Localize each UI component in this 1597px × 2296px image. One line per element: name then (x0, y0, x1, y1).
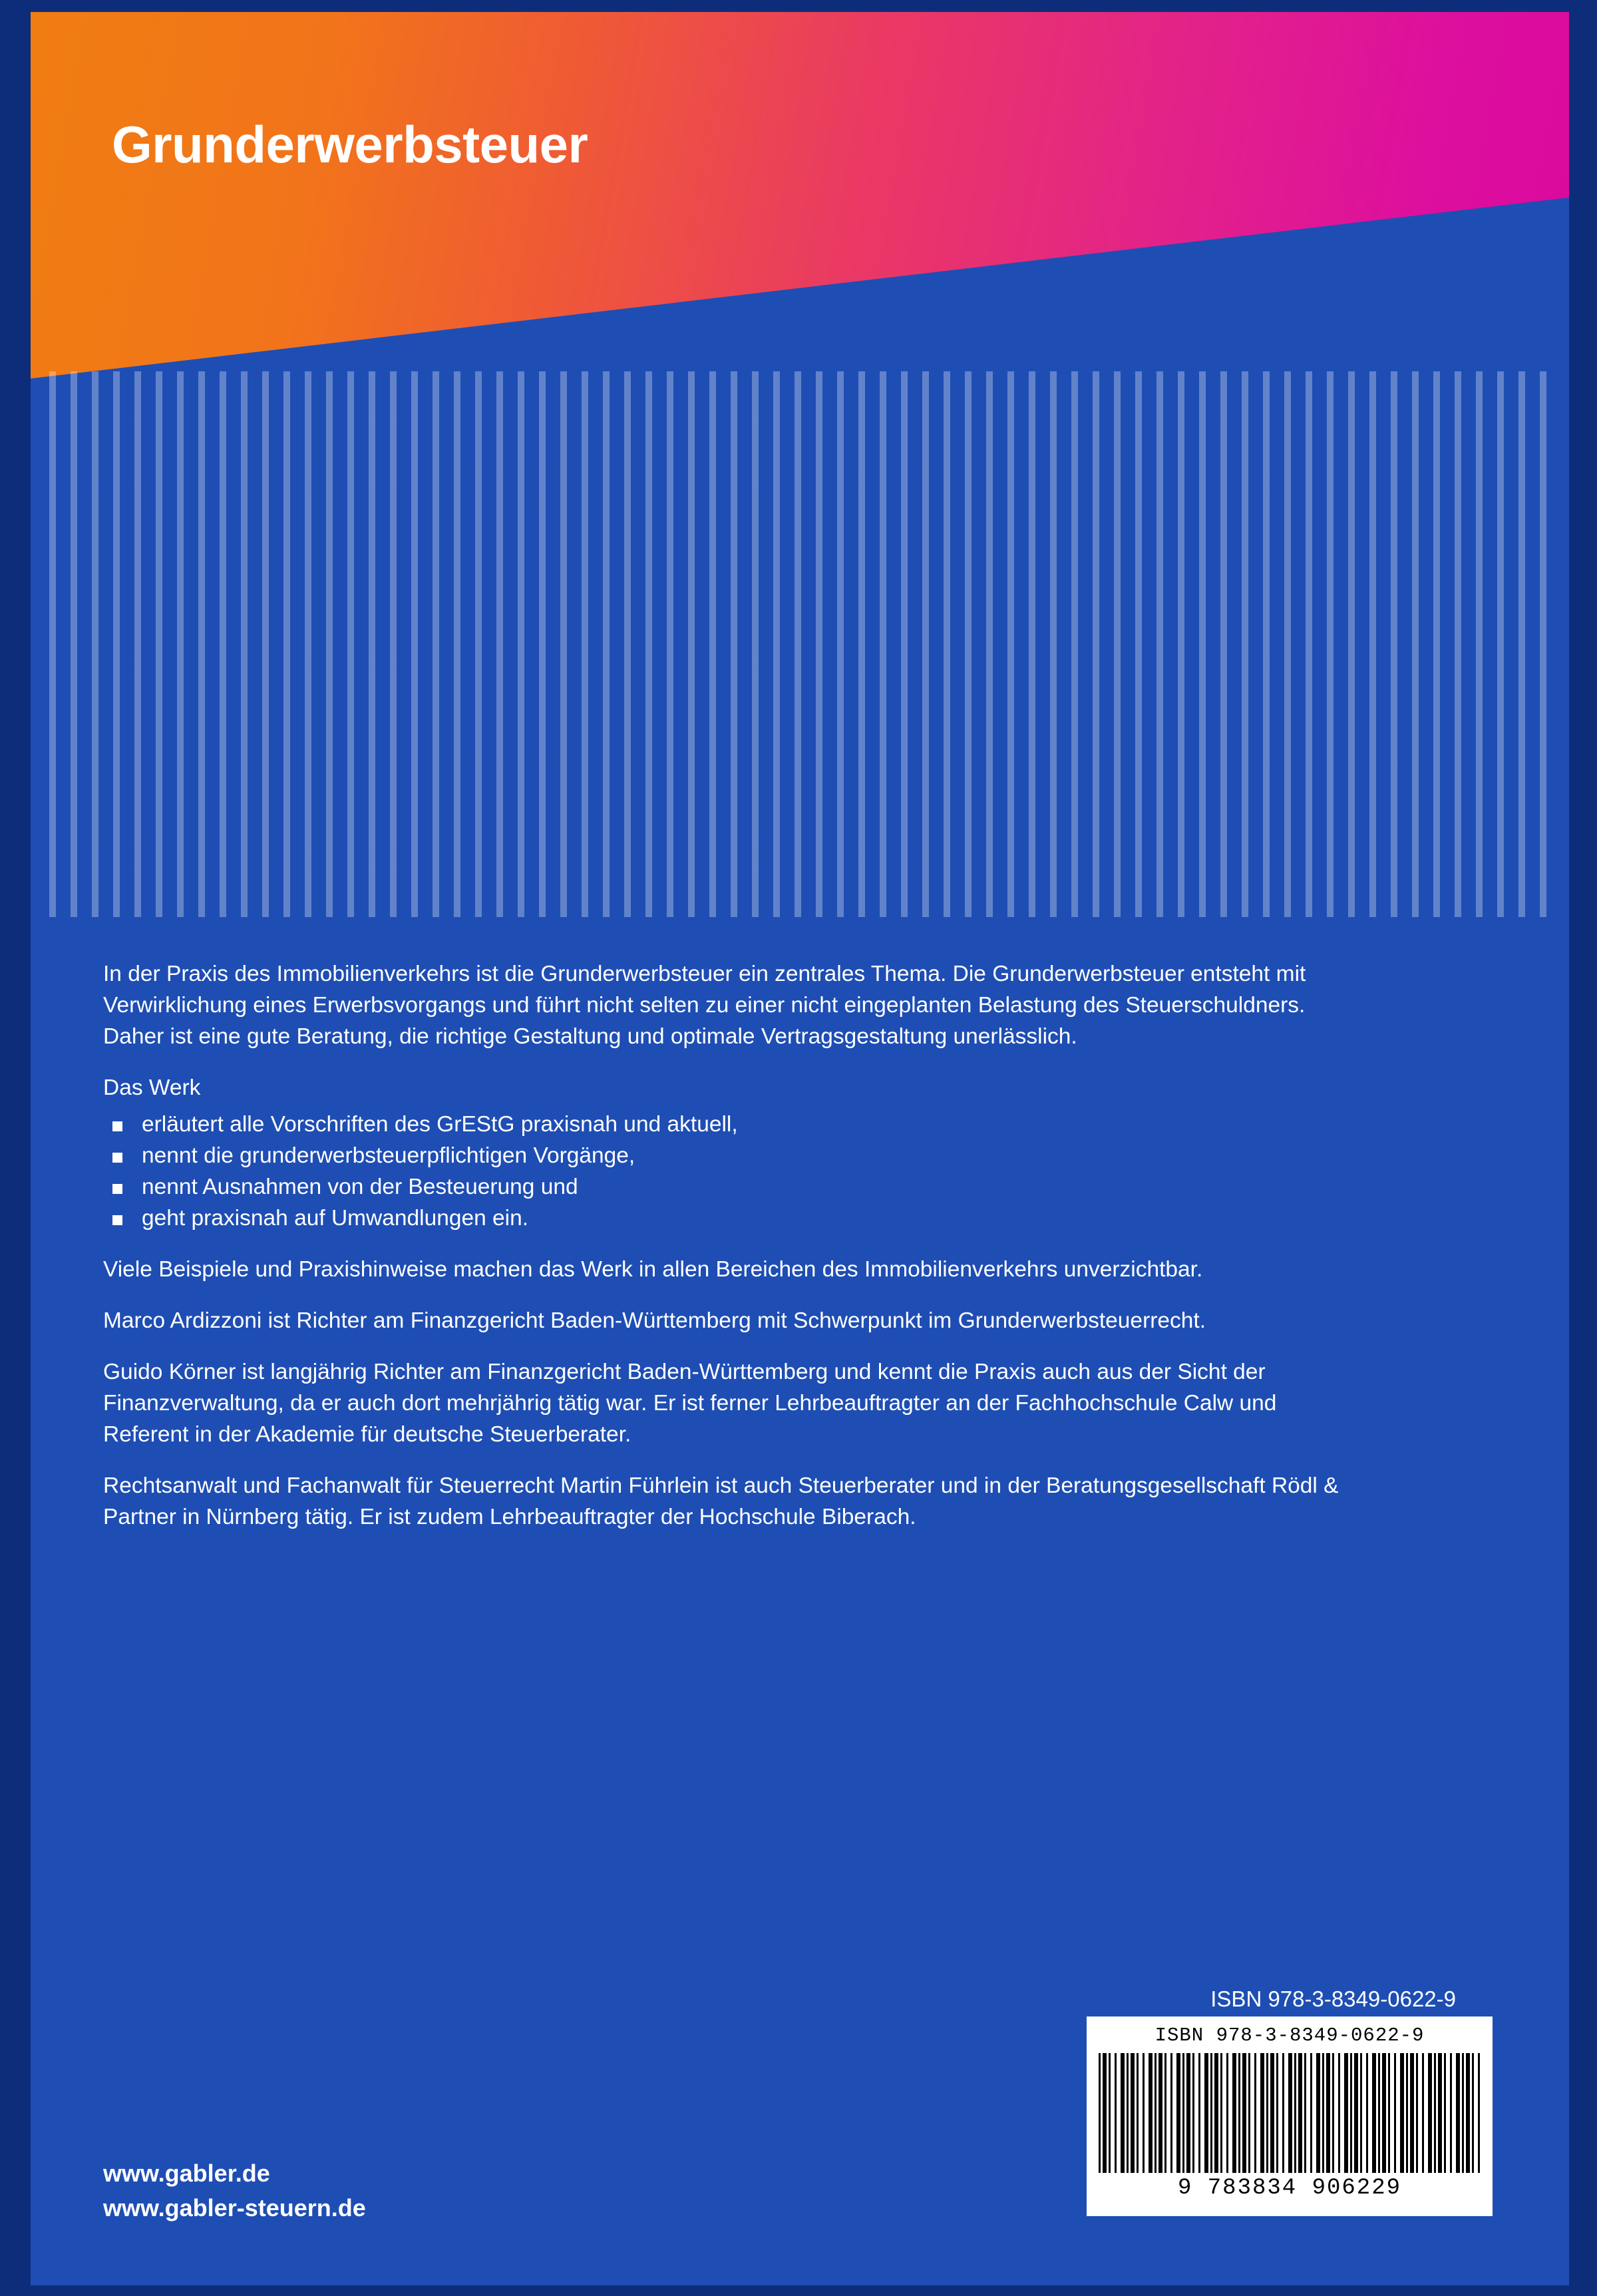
list-item (103, 1203, 1367, 1234)
list-item-label: erläutert alle Vorschriften des GrEStG praxisnah und aktuell, (142, 1112, 738, 1137)
list-item (103, 1171, 1367, 1203)
cover-frame-right (1569, 0, 1597, 2296)
barcode-number: 9 783834 906229 (1177, 2176, 1402, 2201)
barcode-bars (1099, 2053, 1481, 2173)
barcode-isbn-text: ISBN 978-3-8349-0622-9 (1154, 2024, 1425, 2046)
cover-frame-left (0, 0, 31, 2296)
blurb-list-heading: Das Werk (103, 1075, 201, 1100)
square-bullet-icon (112, 1153, 122, 1163)
square-bullet-icon (112, 1184, 122, 1194)
blurb-closing: Viele Beispiele und Praxishinweise machen das Werk in allen Bereichen des Immobilienverkehrs unverzichtbar. (103, 1257, 1203, 1282)
blurb-text-block (103, 958, 1367, 1553)
cover-frame-bottom (0, 2285, 1597, 2296)
author-bio-fuehrlein: Rechtsanwalt und Fachanwalt für Steuerrecht Martin Führlein ist auch Steuerberater und in der Beratungsgesellschaft Rödl & Partner in Nürnberg tätig. Er ist zudem Lehrbeauftragter der Hochschule Biberach. (103, 1473, 1339, 1529)
cover-frame-top (0, 0, 1597, 12)
list-item-label: nennt die grunderwerbsteuerpflichtigen Vorgänge, (142, 1143, 635, 1168)
square-bullet-icon (112, 1121, 122, 1131)
isbn-barcode (1087, 2016, 1493, 2216)
author-bio-ardizzoni: Marco Ardizzoni ist Richter am Finanzgericht Baden-Württemberg mit Schwerpunkt im Grunderwerbsteuerrecht. (103, 1308, 1206, 1333)
feature-bullet-list (103, 1109, 1367, 1234)
vertical-stripes-pattern (49, 371, 1557, 917)
list-item-label: nennt Ausnahmen von der Besteuerung und (142, 1175, 578, 1199)
page-title: Grunderwerbsteuer (112, 115, 588, 174)
publisher-urls (103, 2156, 366, 2225)
isbn-label: ISBN 978-3-8349-0622-9 (1210, 1987, 1456, 2011)
list-item (103, 1109, 1367, 1140)
list-item (103, 1140, 1367, 1171)
square-bullet-icon (112, 1215, 122, 1225)
list-item-label: geht praxisnah auf Umwandlungen ein. (142, 1206, 529, 1231)
url-gabler-de[interactable]: www.gabler.de (103, 2160, 270, 2187)
url-gabler-steuern-de[interactable]: www.gabler-steuern.de (103, 2194, 366, 2221)
blurb-intro: In der Praxis des Immobilienverkehrs ist die Grunderwerbsteuer ein zentrales Thema. Die Grunderwerbsteuer entsteht mit Verwirklichung eines Erwerbsvorgangs und führt nicht selten zu einer nicht eingeplanten Belastung des Steuerschuldners. Daher ist eine gute Beratung, die richtige Gestaltung und optimale Vertragsgestaltung unerlässlich. (103, 962, 1306, 1049)
author-bio-koerner: Guido Körner ist langjährig Richter am Finanzgericht Baden-Württemberg und kennt die Praxis auch aus der Sicht der Finanzverwaltung, da er auch dort mehrjährig tätig war. Er ist ferner Lehrbeauftragter an der Fachhochschule Calw und Referent in der Akademie für deutsche Steuerberater. (103, 1360, 1277, 1447)
